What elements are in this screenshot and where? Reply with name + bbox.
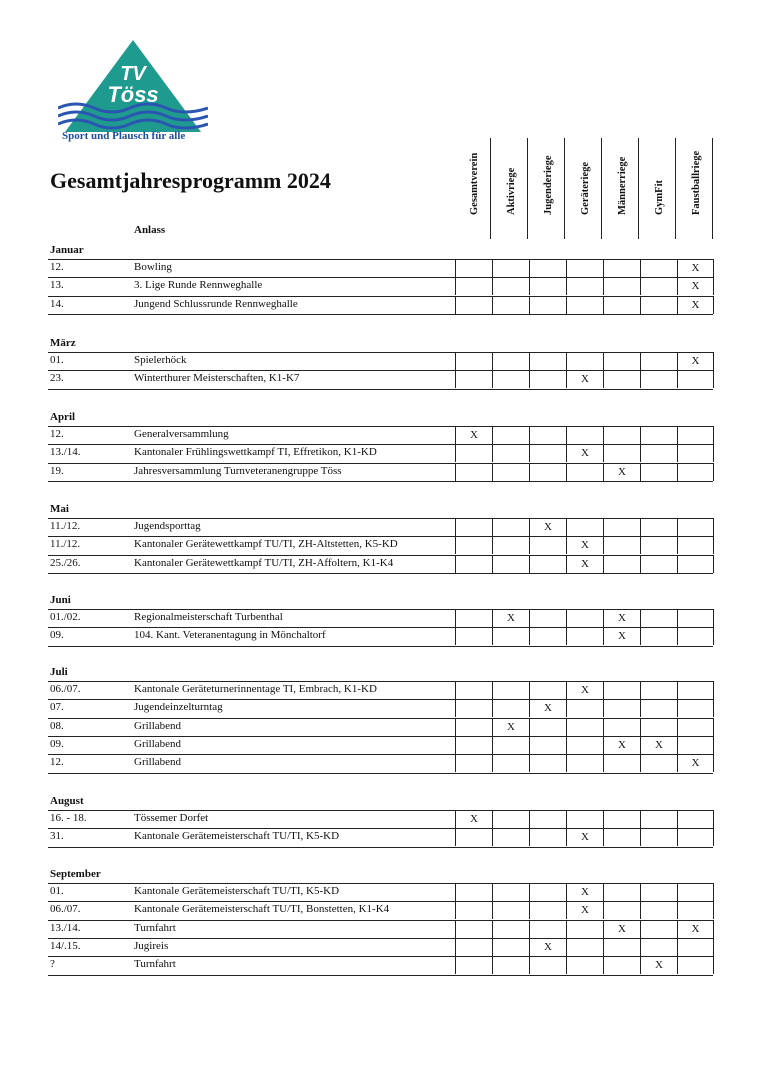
event-date: 09. bbox=[50, 737, 64, 750]
mark-cell: X bbox=[677, 277, 714, 295]
mark-cell bbox=[677, 718, 714, 736]
table-row bbox=[48, 699, 713, 717]
event-name: Turnfahrt bbox=[134, 921, 176, 934]
mark-cell bbox=[492, 296, 529, 314]
mark-cell bbox=[492, 463, 529, 481]
mark-cell bbox=[529, 463, 566, 481]
table-row bbox=[48, 518, 713, 536]
column-header bbox=[603, 138, 639, 239]
mark-cell bbox=[492, 901, 529, 919]
mark-cell bbox=[529, 296, 566, 314]
mark-cell bbox=[603, 754, 640, 772]
mark-cell bbox=[492, 828, 529, 846]
mark-cell bbox=[603, 938, 640, 956]
mark-cell bbox=[603, 277, 640, 295]
event-name: Grillabend bbox=[134, 737, 182, 750]
mark-cell: X bbox=[455, 426, 492, 444]
event-name: Kantonale Gerätemeisterschaft TU/TI, K5-KD bbox=[134, 885, 340, 897]
mark-cell: X bbox=[640, 736, 677, 754]
mark-cell: X bbox=[677, 352, 714, 370]
mark-cell bbox=[529, 609, 566, 627]
event-date: 14/.15. bbox=[50, 939, 81, 952]
event-name: Regionalmeisterschaft Turbenthal bbox=[134, 611, 283, 623]
column-header bbox=[640, 138, 676, 239]
mark-cell bbox=[455, 463, 492, 481]
mark-cell bbox=[640, 681, 677, 699]
mark-cell bbox=[529, 277, 566, 295]
mark-cell bbox=[492, 627, 529, 645]
mark-cell bbox=[640, 754, 677, 772]
mark-cell bbox=[455, 956, 492, 974]
mark-cell bbox=[455, 681, 492, 699]
mark-cell bbox=[677, 681, 714, 699]
event-date: 13./14. bbox=[50, 921, 81, 934]
mark-cell bbox=[566, 259, 603, 277]
mark-cell bbox=[677, 901, 714, 919]
event-date: 01. bbox=[50, 354, 64, 366]
mark-cell bbox=[677, 463, 714, 481]
table-row bbox=[48, 444, 713, 462]
mark-cell bbox=[640, 699, 677, 717]
mark-cell bbox=[566, 810, 603, 828]
table-rule bbox=[48, 646, 713, 647]
mark-cell bbox=[455, 259, 492, 277]
column-header-label: Faustballriege bbox=[691, 150, 702, 215]
table-row bbox=[48, 463, 713, 481]
mark-cell bbox=[455, 920, 492, 938]
mark-cell bbox=[566, 736, 603, 754]
mark-cell bbox=[455, 699, 492, 717]
event-name: Kantonaler Frühlingswettkampf TI, Effretikon, K1-KD bbox=[134, 446, 377, 459]
mark-cell bbox=[492, 681, 529, 699]
mark-cell bbox=[640, 555, 677, 573]
event-name: 3. Lige Runde Rennweghalle bbox=[134, 279, 263, 292]
column-header-label: Jugenderiege bbox=[543, 155, 554, 215]
mark-cell bbox=[566, 956, 603, 974]
mark-cell bbox=[529, 883, 566, 901]
month-heading: Juli bbox=[50, 666, 68, 678]
table-row bbox=[48, 259, 713, 277]
event-name: 104. Kant. Veteranentagung in Mönchaltorf bbox=[134, 629, 326, 642]
mark-cell bbox=[677, 536, 714, 554]
mark-cell bbox=[603, 699, 640, 717]
mark-cell bbox=[455, 901, 492, 919]
mark-cell bbox=[529, 736, 566, 754]
mark-cell bbox=[640, 463, 677, 481]
mark-cell bbox=[529, 259, 566, 277]
mark-cell bbox=[492, 277, 529, 295]
mark-cell bbox=[566, 699, 603, 717]
mark-cell bbox=[677, 555, 714, 573]
event-name: Bowling bbox=[134, 261, 172, 273]
logo-text-tv: TV bbox=[120, 63, 146, 85]
mark-cell bbox=[603, 901, 640, 919]
event-name: Generalversammlung bbox=[134, 428, 229, 440]
month-heading: September bbox=[50, 868, 101, 880]
mark-cell bbox=[603, 518, 640, 536]
mark-cell bbox=[566, 627, 603, 645]
mark-cell bbox=[492, 920, 529, 938]
mark-cell bbox=[492, 444, 529, 462]
mark-cell bbox=[677, 699, 714, 717]
mark-cell bbox=[492, 938, 529, 956]
mark-cell bbox=[566, 920, 603, 938]
mark-cell: X bbox=[603, 920, 640, 938]
event-date: 25./26. bbox=[50, 556, 81, 569]
mark-cell bbox=[640, 444, 677, 462]
table-row bbox=[48, 718, 713, 736]
mark-cell bbox=[677, 828, 714, 846]
mark-cell bbox=[529, 426, 566, 444]
event-name: Jugendeinzelturntag bbox=[134, 701, 223, 714]
month-heading: Mai bbox=[50, 503, 69, 515]
event-date: 11./12. bbox=[50, 520, 81, 532]
mark-cell bbox=[529, 627, 566, 645]
mark-cell bbox=[640, 901, 677, 919]
mark-cell: X bbox=[603, 609, 640, 627]
mark-cell: X bbox=[677, 296, 714, 314]
table-row bbox=[48, 883, 713, 901]
mark-cell: X bbox=[566, 370, 603, 388]
event-name: Tössemer Dorfet bbox=[134, 812, 209, 824]
column-header-label: Männerriege bbox=[617, 156, 628, 215]
column-header-label: GymFit bbox=[654, 180, 665, 215]
mark-cell bbox=[640, 296, 677, 314]
mark-cell bbox=[492, 536, 529, 554]
mark-cell bbox=[492, 555, 529, 573]
mark-cell bbox=[529, 718, 566, 736]
event-date: 19. bbox=[50, 464, 64, 477]
mark-cell: X bbox=[566, 901, 603, 919]
event-name: Grillabend bbox=[134, 756, 182, 769]
mark-cell: X bbox=[492, 609, 529, 627]
event-name: Jahresversammlung Turnveteranengruppe Töss bbox=[134, 464, 342, 477]
table-row bbox=[48, 938, 713, 956]
table-rule bbox=[48, 847, 713, 848]
table-row bbox=[48, 828, 713, 846]
table-row bbox=[48, 754, 713, 772]
event-name: Spielerhöck bbox=[134, 354, 187, 366]
table-row bbox=[48, 920, 713, 938]
page-title: Gesamtjahresprogramm 2024 bbox=[50, 168, 331, 193]
mark-cell bbox=[566, 277, 603, 295]
mark-cell bbox=[677, 370, 714, 388]
event-name: Kantonale Geräteturnerinnentage TI, Embrach, K1-KD bbox=[134, 683, 377, 695]
column-header-label: Geräteriege bbox=[580, 161, 591, 215]
mark-cell bbox=[529, 828, 566, 846]
mark-cell bbox=[677, 627, 714, 645]
event-date: 08. bbox=[50, 719, 64, 732]
event-date: 06./07. bbox=[50, 683, 81, 695]
mark-cell bbox=[492, 352, 529, 370]
mark-cell bbox=[640, 828, 677, 846]
table-row bbox=[48, 352, 713, 370]
mark-cell bbox=[529, 681, 566, 699]
table-row bbox=[48, 627, 713, 645]
column-header bbox=[566, 138, 602, 239]
mark-cell: X bbox=[492, 718, 529, 736]
mark-cell bbox=[566, 754, 603, 772]
mark-cell bbox=[603, 681, 640, 699]
event-date: 09. bbox=[50, 629, 64, 642]
event-date: 07. bbox=[50, 701, 64, 714]
event-date: 14. bbox=[50, 297, 64, 310]
mark-cell bbox=[603, 370, 640, 388]
mark-cell bbox=[529, 920, 566, 938]
mark-cell bbox=[455, 828, 492, 846]
event-name: Kantonale Gerätemeisterschaft TU/TI, Bonstetten, K1-K4 bbox=[134, 903, 390, 916]
event-name: Jugireis bbox=[134, 939, 169, 952]
mark-cell bbox=[492, 956, 529, 974]
event-date: 13. bbox=[50, 279, 64, 292]
mark-cell bbox=[603, 426, 640, 444]
mark-cell bbox=[455, 370, 492, 388]
mark-cell bbox=[492, 370, 529, 388]
column-header bbox=[529, 138, 565, 239]
event-date: 12. bbox=[50, 261, 64, 273]
table-row bbox=[48, 555, 713, 573]
mark-cell bbox=[603, 810, 640, 828]
table-row bbox=[48, 296, 713, 314]
mark-cell bbox=[455, 277, 492, 295]
table-rule bbox=[48, 573, 713, 574]
table-row bbox=[48, 901, 713, 919]
mark-cell bbox=[640, 938, 677, 956]
mark-cell bbox=[455, 718, 492, 736]
mark-cell bbox=[677, 444, 714, 462]
mark-cell bbox=[566, 463, 603, 481]
logo-text-toess: Töss bbox=[107, 82, 159, 107]
event-column-header: Anlass bbox=[134, 224, 166, 236]
event-name: Jugendsporttag bbox=[134, 520, 201, 532]
mark-cell bbox=[492, 810, 529, 828]
mark-cell bbox=[603, 956, 640, 974]
event-date: 16. - 18. bbox=[50, 812, 87, 824]
mark-cell bbox=[566, 609, 603, 627]
event-name: Grillabend bbox=[134, 719, 182, 732]
mark-cell bbox=[677, 426, 714, 444]
mark-cell bbox=[640, 426, 677, 444]
mark-cell bbox=[640, 810, 677, 828]
mark-cell bbox=[529, 352, 566, 370]
event-date: 31. bbox=[50, 830, 64, 843]
mark-cell bbox=[492, 736, 529, 754]
mark-cell bbox=[603, 555, 640, 573]
mark-cell bbox=[529, 444, 566, 462]
column-header bbox=[677, 138, 713, 239]
column-header-label: Aktivriege bbox=[506, 167, 517, 215]
event-date: 12. bbox=[50, 756, 64, 769]
table-rule bbox=[48, 773, 713, 774]
table-row bbox=[48, 426, 713, 444]
mark-cell bbox=[566, 518, 603, 536]
mark-cell bbox=[603, 444, 640, 462]
mark-cell bbox=[455, 609, 492, 627]
mark-cell: X bbox=[455, 810, 492, 828]
mark-cell bbox=[640, 718, 677, 736]
mark-cell bbox=[603, 259, 640, 277]
table-row bbox=[48, 277, 713, 295]
mark-cell bbox=[455, 296, 492, 314]
table-rule bbox=[48, 389, 713, 390]
mark-cell bbox=[566, 352, 603, 370]
event-date: 23. bbox=[50, 372, 64, 385]
mark-cell bbox=[455, 555, 492, 573]
mark-cell bbox=[455, 536, 492, 554]
mark-cell: X bbox=[529, 518, 566, 536]
table-row bbox=[48, 956, 713, 974]
mark-cell: X bbox=[603, 627, 640, 645]
mark-cell bbox=[603, 536, 640, 554]
mark-cell bbox=[492, 518, 529, 536]
mark-cell bbox=[677, 736, 714, 754]
mark-cell bbox=[566, 938, 603, 956]
mark-cell: X bbox=[529, 938, 566, 956]
event-date: ? bbox=[50, 958, 55, 971]
mark-cell bbox=[566, 718, 603, 736]
event-name: Kantonale Gerätemeisterschaft TU/TI, K5-KD bbox=[134, 830, 340, 843]
table-rule bbox=[48, 481, 713, 482]
mark-cell: X bbox=[677, 920, 714, 938]
mark-cell bbox=[640, 920, 677, 938]
month-heading: August bbox=[50, 795, 84, 807]
mark-cell bbox=[455, 736, 492, 754]
mark-cell bbox=[677, 883, 714, 901]
mark-cell bbox=[455, 518, 492, 536]
mark-cell bbox=[492, 754, 529, 772]
event-name: Jungend Schlussrunde Rennweghalle bbox=[134, 297, 298, 310]
mark-cell: X bbox=[677, 259, 714, 277]
event-date: 01. bbox=[50, 885, 64, 897]
mark-cell bbox=[529, 956, 566, 974]
mark-cell bbox=[566, 296, 603, 314]
mark-cell bbox=[455, 352, 492, 370]
event-date: 01./02. bbox=[50, 611, 81, 623]
column-header-label: Gesamtverein bbox=[469, 152, 480, 215]
mark-cell bbox=[603, 296, 640, 314]
mark-cell bbox=[640, 259, 677, 277]
event-date: 11./12. bbox=[50, 538, 81, 551]
table-row bbox=[48, 681, 713, 699]
mark-cell bbox=[603, 718, 640, 736]
mark-cell: X bbox=[566, 883, 603, 901]
mark-cell bbox=[529, 754, 566, 772]
mark-cell: X bbox=[566, 536, 603, 554]
event-name: Kantonaler Gerätewettkampf TU/TI, ZH-Affoltern, K1-K4 bbox=[134, 556, 394, 569]
mark-cell bbox=[529, 536, 566, 554]
month-heading: April bbox=[50, 411, 76, 423]
mark-cell bbox=[492, 883, 529, 901]
event-name: Kantonaler Gerätewettkampf TU/TI, ZH-Altstetten, K5-KD bbox=[134, 538, 398, 551]
table-row bbox=[48, 609, 713, 627]
mark-cell bbox=[529, 810, 566, 828]
month-heading: Juni bbox=[50, 594, 71, 606]
mark-cell: X bbox=[566, 828, 603, 846]
mark-cell bbox=[640, 518, 677, 536]
logo-subtitle: Sport und Plausch für alle bbox=[62, 130, 186, 142]
mark-cell bbox=[455, 938, 492, 956]
event-date: 12. bbox=[50, 428, 64, 440]
mark-cell: X bbox=[529, 699, 566, 717]
mark-cell: X bbox=[640, 956, 677, 974]
mark-cell: X bbox=[566, 444, 603, 462]
mark-cell: X bbox=[603, 736, 640, 754]
table-row bbox=[48, 736, 713, 754]
mark-cell bbox=[677, 609, 714, 627]
month-heading: Januar bbox=[50, 244, 84, 256]
mark-cell bbox=[603, 883, 640, 901]
mark-cell bbox=[640, 370, 677, 388]
table-row bbox=[48, 810, 713, 828]
mark-cell bbox=[640, 352, 677, 370]
mark-cell bbox=[455, 627, 492, 645]
event-date: 06./07. bbox=[50, 903, 81, 916]
mark-cell bbox=[529, 370, 566, 388]
mark-cell bbox=[640, 627, 677, 645]
column-header bbox=[455, 138, 491, 239]
mark-cell bbox=[492, 699, 529, 717]
mark-cell bbox=[677, 518, 714, 536]
mark-cell bbox=[640, 883, 677, 901]
mark-cell bbox=[455, 883, 492, 901]
table-rule bbox=[48, 975, 713, 976]
event-name: Turnfahrt bbox=[134, 958, 176, 971]
mark-cell bbox=[566, 426, 603, 444]
mark-cell bbox=[603, 828, 640, 846]
event-name: Winterthurer Meisterschaften, K1-K7 bbox=[134, 372, 300, 385]
mark-cell bbox=[455, 444, 492, 462]
month-heading: März bbox=[50, 337, 76, 349]
mark-cell bbox=[529, 901, 566, 919]
mark-cell: X bbox=[677, 754, 714, 772]
mark-cell bbox=[640, 277, 677, 295]
mark-cell bbox=[677, 938, 714, 956]
mark-cell: X bbox=[566, 681, 603, 699]
table-row bbox=[48, 370, 713, 388]
mark-cell: X bbox=[603, 463, 640, 481]
column-header bbox=[492, 138, 528, 239]
table-row bbox=[48, 536, 713, 554]
mark-cell bbox=[492, 259, 529, 277]
mark-cell bbox=[677, 810, 714, 828]
mark-cell bbox=[640, 609, 677, 627]
mark-cell bbox=[603, 352, 640, 370]
mark-cell bbox=[529, 555, 566, 573]
event-date: 13./14. bbox=[50, 446, 81, 459]
mark-cell bbox=[640, 536, 677, 554]
mark-cell bbox=[677, 956, 714, 974]
mark-cell bbox=[455, 754, 492, 772]
mark-cell: X bbox=[566, 555, 603, 573]
mark-cell bbox=[492, 426, 529, 444]
table-rule bbox=[48, 314, 713, 315]
